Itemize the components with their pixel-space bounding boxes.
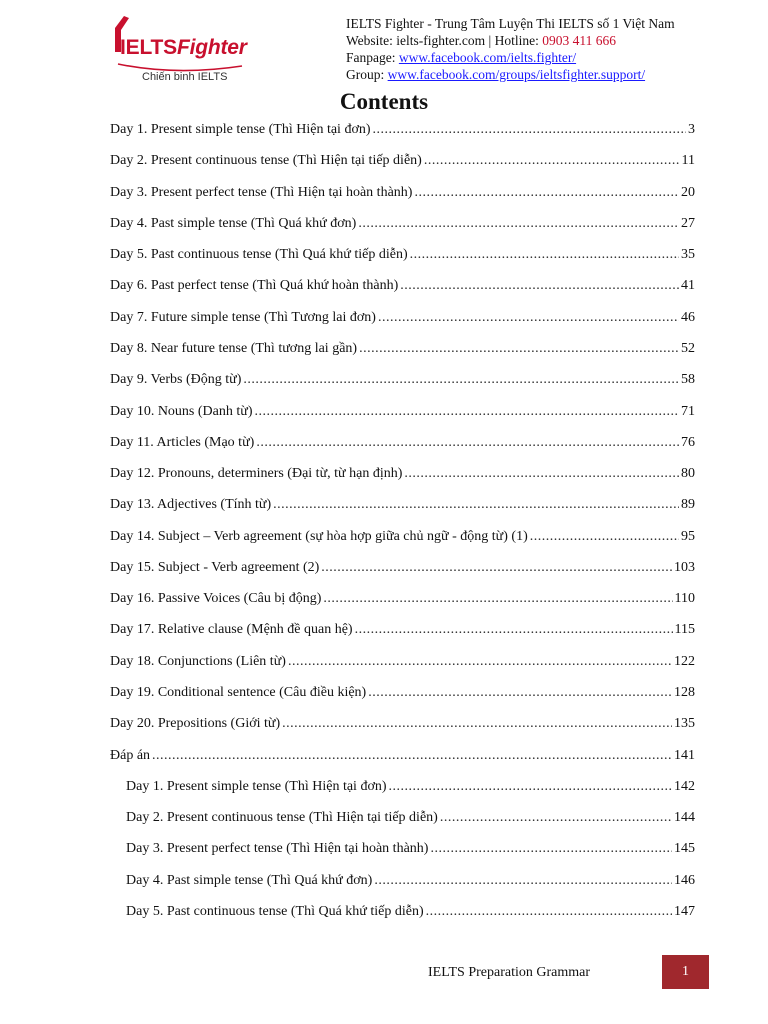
toc-entry-page: 3	[688, 122, 695, 137]
toc-entry[interactable]	[110, 560, 695, 580]
toc-entry-page: 122	[674, 653, 695, 669]
toc-dot-leader	[389, 779, 672, 795]
toc-entry[interactable]	[110, 404, 695, 424]
page-title: Contents	[339, 89, 429, 114]
toc-entry-label: Day 15. Subject - Verb agreement (2)	[110, 559, 320, 575]
toc-entry[interactable]	[110, 122, 695, 142]
fanpage-link[interactable]: www.facebook.com/ielts.fighter/	[398, 50, 577, 65]
toc-entry-label: Day 4. Past simple tense (Thì Quá khứ đơn)	[110, 215, 357, 231]
toc-entry-page: 147	[674, 904, 695, 919]
toc-dot-leader	[323, 591, 672, 607]
toc-entry-label: Day 12. Pronouns, determiners (Đại từ, từ hạn định)	[110, 466, 403, 482]
toc-dot-leader	[400, 278, 679, 294]
toc-dot-leader	[358, 216, 679, 232]
toc-entry[interactable]	[110, 216, 695, 236]
toc-entry[interactable]	[110, 341, 695, 361]
toc-entry-label: Day 2. Present continuous tense (Thì Hiện tại tiếp diễn)	[110, 153, 422, 169]
toc-entry-page: 144	[674, 810, 695, 826]
toc-entry-label: Day 14. Subject – Verb agreement (sự hòa hợp giữa chủ ngữ - động từ) (1)	[110, 528, 528, 544]
toc-entry-label: Day 13. Adjectives (Tính từ)	[110, 497, 272, 513]
toc-dot-leader	[359, 341, 679, 357]
toc-entry-page: 135	[674, 716, 695, 732]
toc-entry-label: Day 17. Relative clause (Mệnh đề quan hệ)	[110, 622, 353, 638]
toc-entry[interactable]	[126, 873, 695, 893]
toc-entry[interactable]	[110, 748, 695, 768]
toc-entry-page: 141	[674, 747, 695, 763]
header-line-website: Website: ielts-fighter.com | Hotline: 0903 411 666	[346, 33, 616, 48]
toc-entry-page: 115	[674, 622, 695, 638]
toc-dot-leader	[414, 185, 679, 201]
toc-dot-leader	[288, 654, 672, 670]
toc-entry-label: Day 2. Present continuous tense (Thì Hiện tại tiếp diễn)	[126, 810, 438, 826]
toc-entry[interactable]	[110, 185, 695, 205]
toc-entry-page: 71	[681, 403, 695, 419]
toc-entry[interactable]	[126, 841, 695, 861]
header-line-fanpage: Fanpage: www.facebook.com/ielts.fighter/	[346, 50, 577, 65]
toc-entry[interactable]	[110, 591, 695, 611]
page-number-badge	[662, 955, 709, 989]
toc-entry[interactable]	[110, 529, 695, 549]
toc-entry-page: 146	[674, 872, 695, 888]
toc-entry-label: Day 1. Present simple tense (Thì Hiện tại đơn)	[126, 778, 387, 794]
toc-entry[interactable]	[110, 435, 695, 455]
footer-label: IELTS Preparation Grammar	[428, 965, 590, 980]
toc-dot-leader	[243, 372, 679, 388]
toc-entry[interactable]	[110, 466, 695, 486]
toc-entry-page: 76	[681, 434, 695, 450]
toc-dot-leader	[404, 466, 679, 482]
toc-entry[interactable]	[110, 716, 695, 736]
toc-entry[interactable]	[110, 685, 695, 705]
toc-entry-page: 89	[681, 497, 695, 513]
toc-dot-leader	[378, 310, 679, 326]
toc-entry-page: 128	[674, 685, 695, 701]
toc-entry-page: 52	[681, 340, 695, 356]
toc-dot-leader	[410, 247, 679, 263]
toc-entry-page: 46	[681, 309, 695, 325]
toc-dot-leader	[426, 904, 672, 920]
toc-entry-page: 27	[681, 215, 695, 231]
toc-entry-page: 35	[681, 247, 695, 263]
hotline-number: 0903 411 666	[542, 33, 616, 48]
toc-dot-leader	[368, 685, 672, 701]
toc-entry-page: 103	[674, 559, 695, 575]
toc-dot-leader	[152, 748, 672, 764]
logo-tagline: Chiến binh IELTS	[142, 71, 228, 83]
toc-entry-label: Day 7. Future simple tense (Thì Tương lai đơn)	[110, 309, 376, 325]
header-line-center: IELTS Fighter - Trung Tâm Luyện Thi IELTS số 1 Việt Nam	[346, 16, 675, 31]
toc-entry-label: Day 3. Present perfect tense (Thì Hiện tại hoàn thành)	[110, 184, 413, 200]
toc-entry-label: Đáp án	[110, 747, 151, 763]
toc-entry[interactable]	[126, 779, 695, 799]
page-number: 1	[682, 964, 689, 979]
ielts-fighter-logo	[112, 14, 252, 83]
toc-dot-leader	[373, 122, 686, 138]
toc-dot-leader	[440, 810, 672, 826]
toc-entry-label: Day 10. Nouns (Danh từ)	[110, 403, 253, 419]
toc-entry-label: Day 6. Past perfect tense (Thì Quá khứ hoàn thành)	[110, 278, 399, 294]
header-line-group: Group: www.facebook.com/groups/ieltsfighter.support/	[346, 67, 646, 82]
toc-entry[interactable]	[126, 810, 695, 830]
toc-entry-label: Day 9. Verbs (Động từ)	[110, 372, 242, 388]
toc-entry-page: 145	[674, 841, 695, 857]
toc-dot-leader	[355, 622, 673, 638]
toc-dot-leader	[282, 716, 672, 732]
toc-entry[interactable]	[110, 497, 695, 517]
toc-entry-label: Day 11. Articles (Mạo từ)	[110, 434, 255, 450]
toc-entry-page: 110	[674, 591, 695, 607]
toc-entry-page: 95	[681, 528, 695, 544]
toc-entry[interactable]	[110, 310, 695, 330]
header-contact-info	[346, 15, 675, 83]
toc-entry[interactable]	[110, 372, 695, 392]
toc-entry-label: Day 5. Past continuous tense (Thì Quá khứ tiếp diễn)	[110, 247, 408, 263]
toc-entry-page: 58	[681, 372, 695, 388]
toc-entry-label: Day 18. Conjunctions (Liên từ)	[110, 653, 286, 669]
toc-dot-leader	[256, 435, 679, 451]
toc-dot-leader	[255, 404, 679, 420]
toc-entry-label: Day 19. Conditional sentence (Câu điều kiện)	[110, 685, 367, 701]
toc-entry-page: 20	[681, 184, 695, 200]
toc-entry-label: Day 1. Present simple tense (Thì Hiện tại đơn)	[110, 122, 371, 137]
toc-entry-label: Day 4. Past simple tense (Thì Quá khứ đơn)	[126, 872, 373, 888]
toc-entry-page: 142	[674, 778, 695, 794]
toc-entry[interactable]	[126, 904, 695, 924]
logo-wordmark: IELTSFighter	[120, 36, 247, 59]
toc-entry-page: 80	[681, 466, 695, 482]
toc-dot-leader	[430, 841, 672, 857]
toc-entry[interactable]	[110, 622, 695, 642]
toc-entry[interactable]	[110, 247, 695, 267]
toc-entry[interactable]	[110, 278, 695, 298]
toc-entry-label: Day 3. Present perfect tense (Thì Hiện tại hoàn thành)	[126, 841, 429, 857]
toc-entry-label: Day 8. Near future tense (Thì tương lai gần)	[110, 340, 358, 356]
toc-dot-leader	[530, 529, 679, 545]
toc-dot-leader	[273, 497, 679, 513]
group-link[interactable]: www.facebook.com/groups/ieltsfighter.support/	[387, 67, 646, 82]
toc-entry-label: Day 20. Prepositions (Giới từ)	[110, 716, 281, 732]
toc-entry[interactable]	[110, 153, 695, 173]
toc-dot-leader	[424, 153, 680, 169]
toc-dot-leader	[374, 873, 672, 889]
toc-entry[interactable]	[110, 654, 695, 674]
toc-entry-label: Day 16. Passive Voices (Câu bị động)	[110, 591, 322, 607]
toc-entry-page: 11	[681, 153, 695, 169]
toc-dot-leader	[321, 560, 672, 576]
toc-entry-label: Day 5. Past continuous tense (Thì Quá khứ tiếp diễn)	[126, 904, 424, 919]
toc-entry-page: 41	[681, 278, 695, 294]
